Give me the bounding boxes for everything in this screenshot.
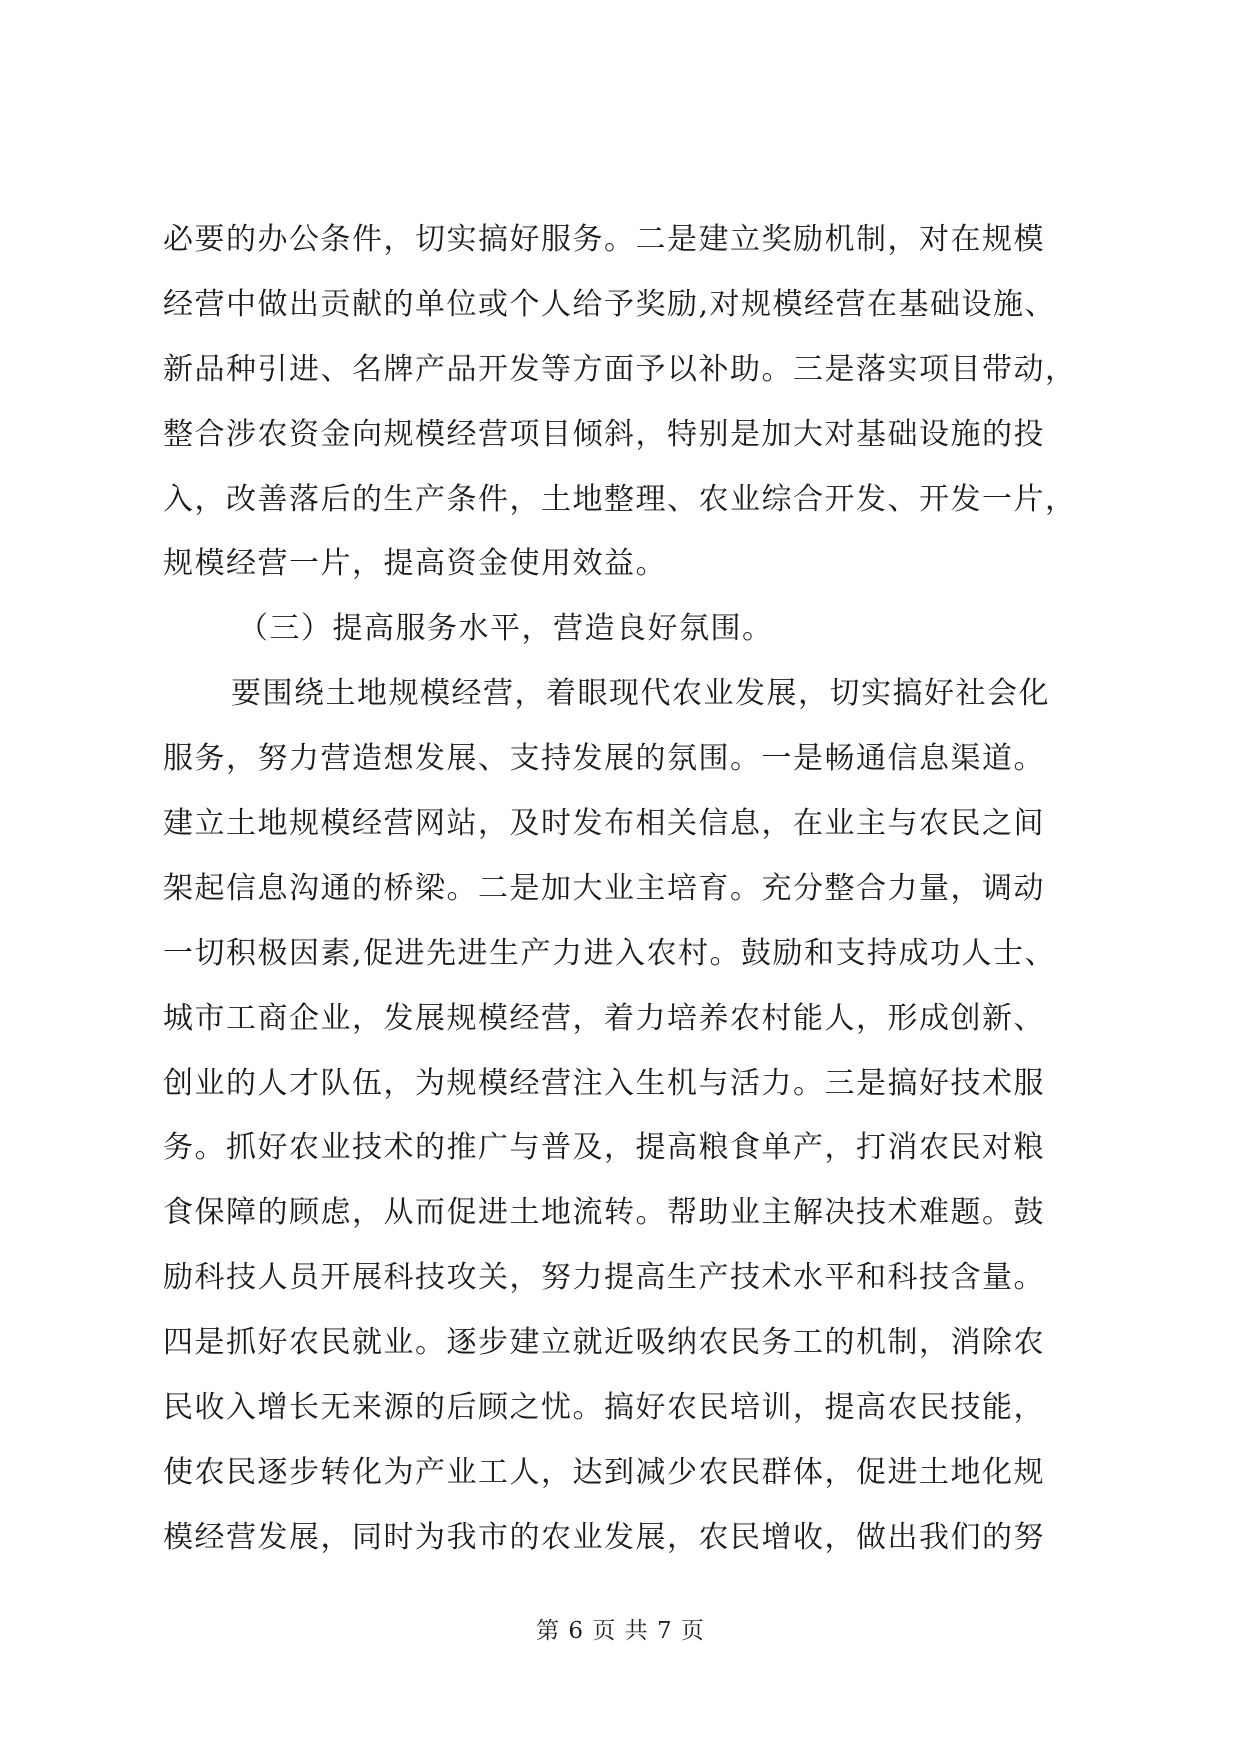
text-line-1: 必要的办公条件，切实搞好服务。二是建立奖励机制，对在规模 (163, 222, 1045, 257)
text-line-17: 励科技人员开展科技攻关，努力提高生产技术水平和科技含量。 (163, 1260, 1045, 1296)
text-line-10: 建立土地规模经营网站，及时发布相关信息，在业主与农民之间 (163, 806, 1045, 842)
text-line-3: 新品种引进、名牌产品开发等方面予以补助。三是落实项目带动， (163, 351, 1077, 387)
text-line-19: 民收入增长无来源的后顾之忧。搞好农民培训，提高农民技能， (163, 1390, 1045, 1426)
text-line-8: 要围绕土地规模经营，着眼现代农业发展，切实搞好社会化 (231, 676, 1050, 712)
text-line-15: 务。抓好农业技术的推广与普及，提高粮食单产，打消农民对粮 (163, 1130, 1045, 1166)
text-line-11: 架起信息沟通的桥梁。二是加大业主培育。充分整合力量，调动 (163, 870, 1045, 906)
text-line-4: 整合涉农资金向规模经营项目倾斜，特别是加大对基础设施的投 (163, 416, 1045, 452)
text-line-2: 经营中做出贡献的单位或个人给予奖励,对规模经营在基础设施、 (163, 286, 1057, 322)
text-line-16: 食保障的顾虑，从而促进土地流转。帮助业主解决技术难题。鼓 (163, 1195, 1045, 1231)
text-line-14: 创业的人才队伍，为规模经营注入生机与活力。三是搞好技术服 (163, 1065, 1045, 1101)
section-heading: （三）提高服务水平，营造良好氛围。 (238, 611, 774, 647)
text-line-21: 模经营发展，同时为我市的农业发展，农民增收，做出我们的努 (163, 1519, 1045, 1555)
page-footer: 第 6 页 共 7 页 (536, 1618, 705, 1644)
text-line-12: 一切积极因素,促进先进生产力进入农村。鼓励和支持成功人士、 (163, 935, 1057, 971)
text-line-6: 规模经营一片，提高资金使用效益。 (163, 546, 667, 582)
text-line-18: 四是抓好农民就业。逐步建立就近吸纳农民务工的机制，消除农 (163, 1325, 1045, 1361)
text-line-5: 入，改善落后的生产条件，土地整理、农业综合开发、开发一片， (163, 481, 1077, 517)
text-line-13: 城市工商企业，发展规模经营，着力培养农村能人，形成创新、 (163, 1000, 1045, 1036)
text-line-20: 使农民逐步转化为产业工人，达到减少农民群体，促进土地化规 (163, 1454, 1045, 1490)
body-text (163, 208, 1123, 1571)
text-line-9: 服务，努力营造想发展、支持发展的氛围。一是畅通信息渠道。 (163, 741, 1045, 777)
